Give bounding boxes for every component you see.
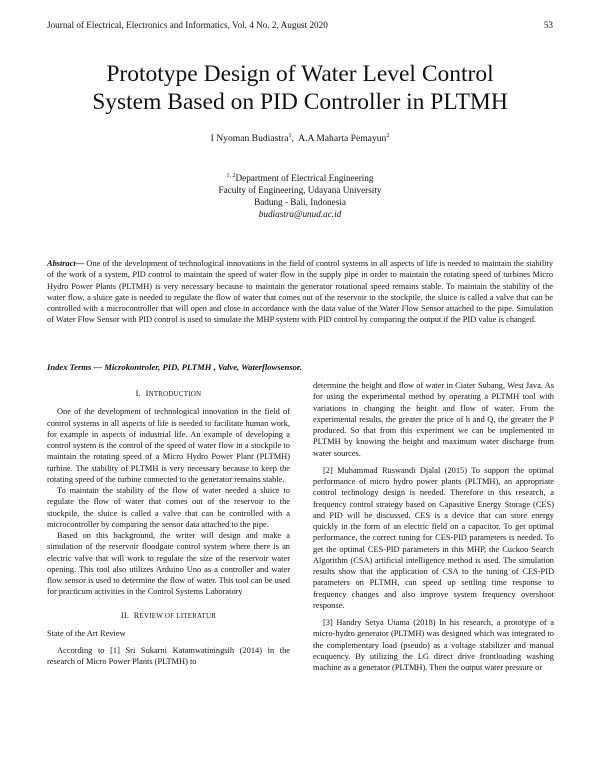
author-2-affil-mark: 2 <box>386 133 390 139</box>
right-paragraph-2: [2] Muhammad Ruswandi Djalal (2015) To support the optimal performance of micro hydro power plants (PLTMH), an appropriate control technology design is needed. Therefore in this research, a frequency control strategy based on Capasitive Energy Storage (CES) and PID will be discussed. CES is a device that can store energy quickly in the form of an electric field on a capacitor. To get optimal performance, the correct tuning for CES-PID parameters is needed. To get the optimal CES-PID parameters in this MHP, the Cuckoo Search Algorithm (CSA) artificial intelligence method is used. The simulation results show that the application of CSA to the tuning of CES-PID parameters on PLTMH, can speed up settling time response to frequency changes and also improve system frequency overshoot response. <box>313 465 554 610</box>
section-heading-introduction <box>47 388 290 400</box>
abstract-text: One of the development of technological innovations in the field of control systems in all aspects of life is needed to maintain the stability of the work of a system, PID control to maintain the speed of water flow in the supply pipe in order to maintain the rotating speed of turbines Micro Hydro Power Plants (PLTMH) is very necessary because to maintain the generator rotational speed remains stable. To maintain the stability of the water flow, a sluice gate is needed to regulate the flow of water that comes out of the reservoir to the stockpile, the sluice is called a valve that can be controlled with a microcontroller that will open and close in accordance with the data value of the Water Flow Sensor attached to the pipe. Simulation of Water Flow Sensor with PID control is used to simulate the MHP system with PID control by comparing the output if the PID value is changed. <box>47 259 553 325</box>
intro-paragraph-2: To maintain the stability of the flow of water needed a sluice to regulate the flow of water that comes out of the reservoir to the stockpile, the sluice is called a valve that can be controlled with a microcontroller by comparing the sensor data attached to the pipe. <box>47 486 290 529</box>
subsection-heading: State of the Art Review <box>47 628 126 638</box>
section-1-numeral: I. <box>135 389 141 398</box>
department: Department of Electrical Engineering <box>235 173 374 184</box>
section-1-heading-rest: NTRODUCTION <box>148 390 202 398</box>
abstract <box>47 258 553 326</box>
author-1: I Nyoman Budiastra <box>210 133 289 145</box>
section-2-initial: R <box>133 610 140 620</box>
author-2: A.A Maharta Pemayun <box>298 133 387 145</box>
author-list <box>0 133 600 144</box>
faculty: Faculty of Engineering, Udayana University <box>218 185 382 196</box>
title-line-1: Prototype Design of Water Level Control <box>106 61 494 87</box>
title-line-2: System Based on PID Controller in PLTMH <box>92 89 508 115</box>
author-separator: , <box>291 133 299 145</box>
running-header <box>47 20 553 32</box>
affiliation-block <box>0 170 600 220</box>
affil-mark: 1, 2 <box>226 173 236 179</box>
right-paragraph-3: [3] Handry Setya Utama (2018) In his research, a prototype of a micro-hydro generator (PLTMH) was designed which was integrated to the complementary load (pseudo) as a voltage stabilizer and manual ecuquency. By utilizing the LG direct drive frontloading washing machine as a generator (PLTMH). Then the output water pressure or <box>313 618 554 672</box>
journal-name: Journal of Electrical, Electronics and Informatics, Vol. 4 No. 2, August 2020 <box>47 20 328 30</box>
index-terms: Index Terms — Microkontroler, PID, PLTMH , Valve, Waterflowsensor. <box>47 362 302 372</box>
right-paragraph-1: determine the height and flow of water in Ciater Subang, West Java. As for using the experimental method by operating a PLTMH tool with variations in changing the height and flow of water. From the experimental results, the greater the price of h and Q, the greater the P produced. So that from this experiment we can be implemented in PLTMH by knowing the height and maximum water discharge from water sources. <box>313 381 554 458</box>
intro-paragraph-1: One of the development of technological innovation in the field of control systems in all aspects of life is needed to facilitate human work, for example in aspects of industrial life. An example of developing a control system is the control of the speed of water flow in a stockpile to maintain the rotating speed of a Micro Hydro Power Plant (PLTMH) turbine. The stability of PLTMH is very necessary because to keep the rotating speed of the turbine connected to the generator remains stable. <box>47 407 290 484</box>
section-1-initial: I <box>145 389 149 398</box>
intro-paragraph-3: Based on this background, the writer will design and make a simulation of the reservoir floodgate control system where there is an electric valve that will work to regulate the size of the reservoir water opening. This tool also utilizes Arduino Uno as a controller and water flow sensor is used to determine the flow of water. This tool can be used for practicum activities in the Control Systems Laboratory <box>47 531 290 597</box>
left-column <box>47 388 290 668</box>
location: Badung - Bali, Indonesia <box>254 197 346 208</box>
literature-paragraph-1: According to [1] Sri Sukarni Katamwatiningsih (2014) in the research of Micro Power Plants (PLTMH) to <box>47 646 290 667</box>
abstract-label: Abstract— <box>47 259 85 268</box>
section-heading-literature-review <box>47 610 290 622</box>
page-number: 53 <box>543 20 553 30</box>
paper-title <box>40 60 560 116</box>
author-email: budiastra@unud.ac.id <box>258 209 342 220</box>
section-2-numeral: II. <box>120 610 130 620</box>
author-1-affil-mark: 1 <box>288 133 292 139</box>
section-2-heading-rest: EVIEW OF LITERATUR <box>139 611 217 620</box>
right-column <box>313 380 554 673</box>
